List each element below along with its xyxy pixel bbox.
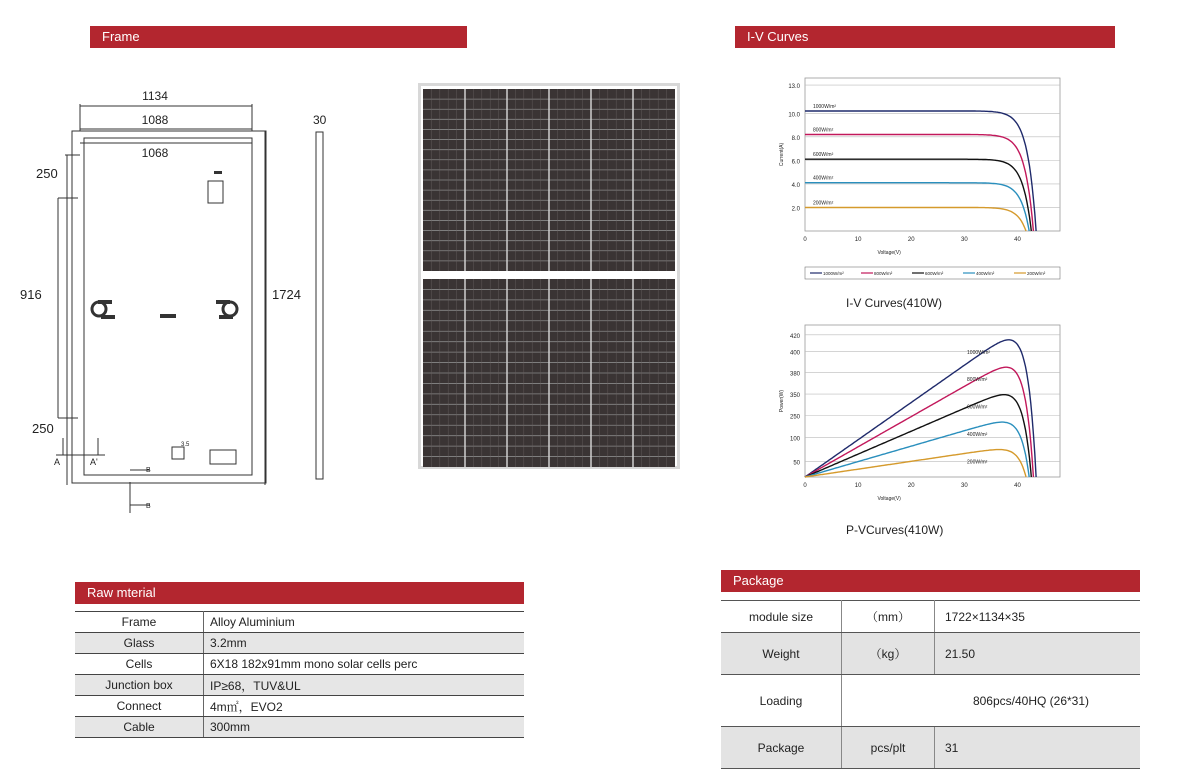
pv-series-label: 400W/m² [967,432,988,439]
iv-legend-item: 600W/m² [925,271,944,276]
raw-label: Connect [75,696,204,717]
raw-value: IP≥68，TUV&UL [204,675,525,696]
iv-xlabel: Voltage(V) [877,250,901,256]
pkg-r1-unit: （mm） [842,601,935,633]
pkg-r3-label: Loading [721,675,842,727]
iv-series-label: 600W/m² [812,152,834,159]
pv-ytick: 420 [789,333,800,340]
iv-legend-item: 800W/m² [874,271,893,276]
dim-250-bottom: 250 [32,421,54,436]
raw-header: Raw mterial [75,582,524,604]
pkg-r2-value: 21.50 [935,633,1141,675]
iv-ytick: 2.0 [791,206,800,213]
raw-label: Glass [75,633,204,654]
dim-1724: 1724 [272,287,301,302]
iv-xtick: 0 [803,237,807,243]
iv-legend-item: 1000W/m² [823,271,844,276]
iv-series-label: 400W/m² [812,175,834,182]
raw-row [75,612,524,633]
pkg-r4-label: Package [721,727,842,769]
pv-series-line [805,395,1031,477]
dim-30: 30 [313,113,327,127]
iv-series-line [805,208,1026,232]
section-a: A [54,457,61,467]
pv-series-label: 800W/m² [967,377,988,384]
raw-row [75,675,524,696]
iv-xtick: 30 [961,237,968,243]
iv-legend-item: 200W/m² [1027,271,1046,276]
pkg-r1-value: 1722×1134×35 [935,601,1141,633]
label-b-1: B [146,467,151,474]
iv-chart [770,70,1070,290]
package-table [721,600,1140,769]
raw-material-table [75,611,524,738]
iv-ytick: 13.0 [788,84,800,91]
pv-caption: P-VCurves(410W) [846,523,944,537]
frame-header: Frame [90,26,467,48]
dim-250-top: 250 [36,166,58,181]
pv-chart [770,320,1070,520]
pkg-r2-unit: （kg） [842,633,935,675]
raw-row [75,654,524,675]
dim-3-5: 3.5 [181,442,190,448]
section-a-prime: A' [90,457,98,467]
dim-1068: 1068 [141,146,169,160]
pv-ytick: 100 [789,436,800,443]
iv-header: I-V Curves [735,26,1115,48]
iv-series-line [805,159,1031,231]
raw-row [75,717,524,738]
pv-xlabel: Voltage(V) [877,496,901,502]
iv-series-label: 1000W/m² [812,103,837,110]
raw-label: Junction box [75,675,204,696]
iv-ytick: 8.0 [791,135,800,142]
raw-value: Alloy Aluminium [204,612,525,633]
pv-ytick: 400 [789,350,800,357]
panel-image [418,83,680,469]
frame-drawing [0,60,340,520]
pv-xtick: 10 [854,483,862,489]
pkg-r4-value: 31 [935,727,1141,769]
pv-xtick: 0 [803,483,807,489]
dim-1088: 1088 [141,113,169,127]
pv-xtick: 40 [1014,483,1021,489]
pv-xtick: 20 [907,483,915,489]
raw-value: 3.2mm [204,633,525,654]
raw-value: 4m㎡，EVO2 [204,696,525,717]
pv-xtick: 30 [961,483,968,489]
iv-series-line [805,111,1036,231]
iv-ytick: 4.0 [791,182,800,189]
dim-916: 916 [20,287,42,302]
iv-legend-item: 400W/m² [976,271,995,276]
iv-xtick: 20 [907,237,915,243]
iv-series-label: 800W/m² [812,127,834,134]
iv-ytick: 10.0 [788,112,800,119]
pkg-r2-label: Weight [721,633,842,675]
pv-series-label: 1000W/m² [967,349,991,356]
iv-xtick: 40 [1014,237,1021,243]
pv-ylabel: Power(W) [779,389,785,413]
pkg-r3-value: 806pcs/40HQ (26*31) [842,675,1141,727]
iv-series-label: 200W/m² [812,200,834,207]
raw-label: Cells [75,654,204,675]
pkg-r4-unit: pcs/plt [842,727,935,769]
pkg-r1-label: module size [721,601,842,633]
pv-ytick: 350 [789,393,800,400]
pv-ytick: 250 [789,414,800,421]
pv-ytick: 380 [789,371,800,378]
raw-label: Cable [75,717,204,738]
pv-series-line [805,340,1036,477]
iv-ytick: 6.0 [791,159,800,166]
iv-caption: I-V Curves(410W) [846,296,943,310]
package-header: Package [721,570,1140,592]
pv-series-label: 200W/m² [967,459,988,466]
raw-row [75,696,524,717]
raw-value: 300mm [204,717,525,738]
dim-1134: 1134 [142,89,168,103]
iv-ylabel: Current(A) [779,142,785,167]
iv-xtick: 10 [854,237,862,243]
label-b-2: B [146,503,151,510]
raw-row [75,633,524,654]
pv-series-label: 600W/m² [967,404,988,411]
pv-ytick: 50 [793,460,800,467]
raw-label: Frame [75,612,204,633]
raw-value: 6X18 182x91mm mono solar cells perc [204,654,525,675]
